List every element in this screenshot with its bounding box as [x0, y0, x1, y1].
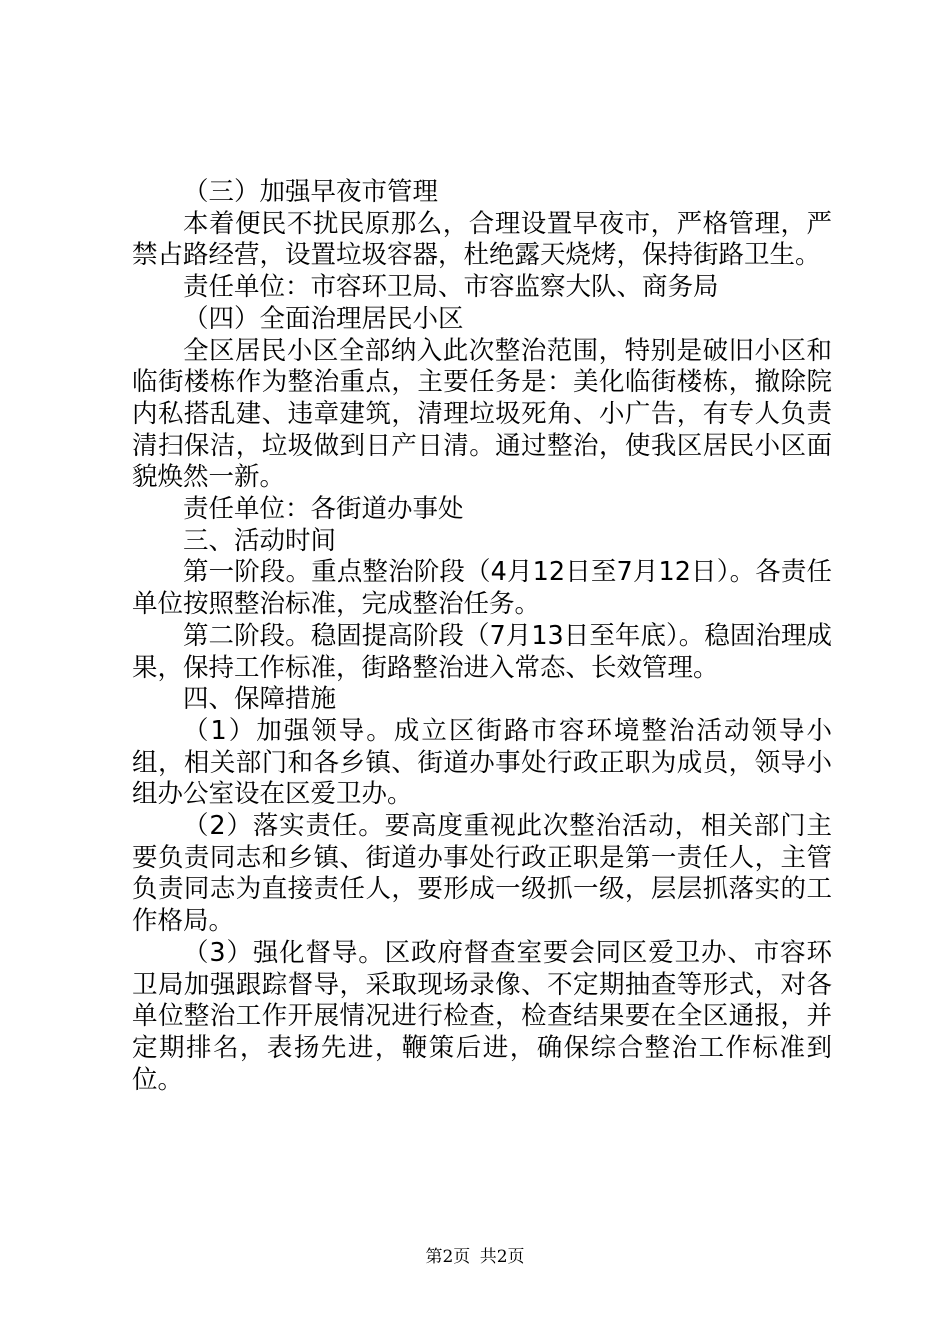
- section-heading-activity-time: 三、活动时间: [183, 525, 337, 556]
- measure-item-1: （1）加强领导。成立区街路市容环境整治活动领导小组，相关部门和各乡镇、街道办事处行政正职为成员，领导小组办公室设在区爱卫办。: [132, 715, 832, 810]
- paragraph-phase-1: 第一阶段。重点整治阶段（4月12日至7月12日）。各责任单位按照整治标准，完成整治任务。: [132, 557, 832, 620]
- page-footer: [0, 1242, 950, 1267]
- responsible-units: 责任单位：各街道办事处: [183, 494, 464, 525]
- section-heading-safeguards: 四、保障措施: [183, 684, 337, 715]
- section-heading-3: （三）加强早夜市管理: [183, 177, 439, 207]
- measure-item-2: （2）落实责任。要高度重视此次整治活动，相关部门主要负责同志和乡镇、街道办事处行政正职是第一责任人，主管负责同志为直接责任人，要形成一级抓一级，层层抓落实的工作格局。: [132, 811, 832, 937]
- responsible-units: 责任单位：市容环卫局、市容监察大队、商务局: [183, 272, 719, 303]
- section-heading-4: （四）全面治理居民小区: [183, 303, 464, 334]
- page-total: 共2页: [479, 1247, 525, 1267]
- measure-item-3: （3）强化督导。区政府督查室要会同区爱卫办、市容环卫局加强跟踪督导，采取现场录像、不定期抽查等形式，对各单位整治工作开展情况进行检查，检查结果要在全区通报，并定期排名，表扬先进，鞭策后进，确保综合整治工作标准到位。: [132, 937, 832, 1095]
- document-body: [132, 177, 832, 1096]
- paragraph-phase-2: 第二阶段。稳固提高阶段（7月13日至年底）。稳固治理成果，保持工作标准，街路整治进入常态、长效管理。: [132, 620, 832, 683]
- page-number: 第2页: [425, 1247, 471, 1267]
- paragraph: 全区居民小区全部纳入此次整治范围，特别是破旧小区和临街楼栋作为整治重点，主要任务是：美化临街楼栋，撤除院内私搭乱建、违章建筑，清理垃圾死角、小广告，有专人负责清扫保洁，垃圾做到日产日清。通过整治，使我区居民小区面貌焕然一新。: [132, 335, 832, 493]
- paragraph: 本着便民不扰民原那么，合理设置早夜市，严格管理，严禁占路经营，设置垃圾容器，杜绝露天烧烤，保持街路卫生。: [132, 208, 832, 271]
